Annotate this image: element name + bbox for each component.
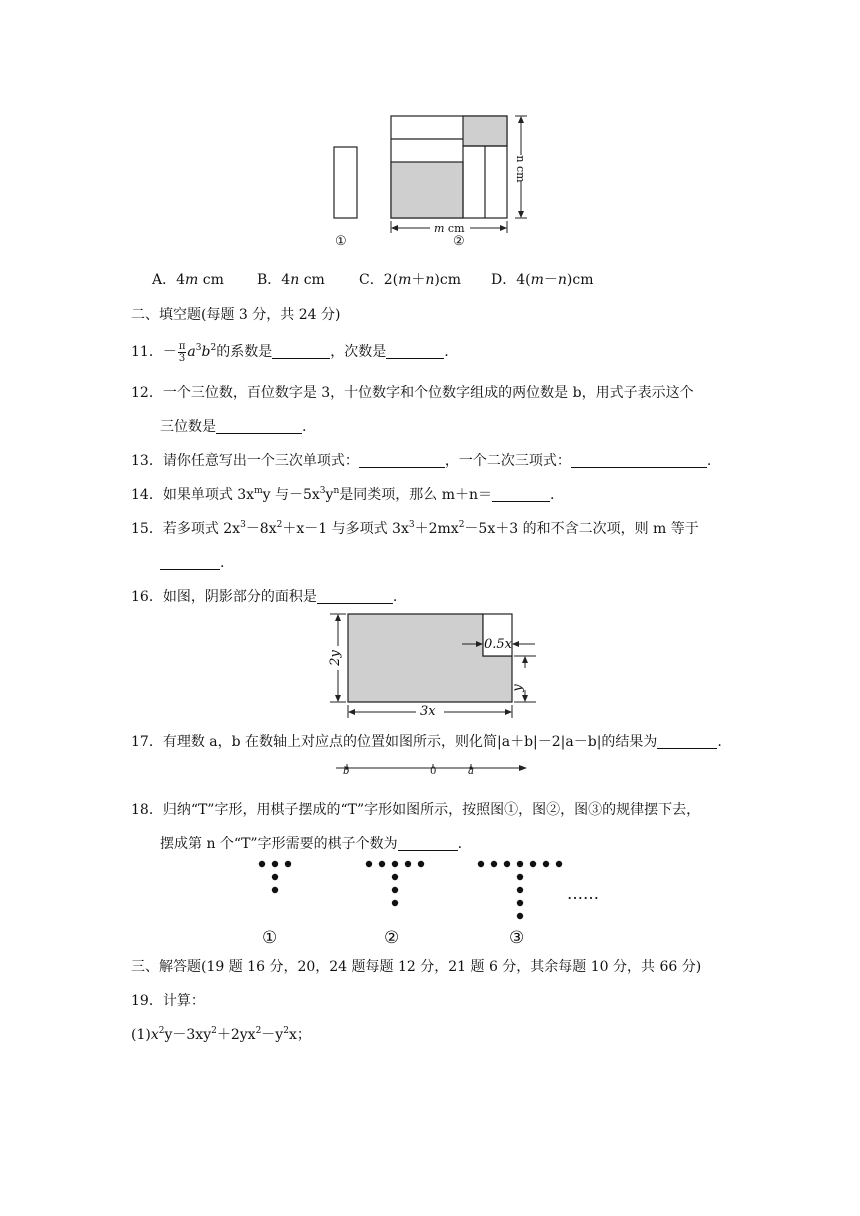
figure-label-1: ① [335,234,347,249]
question-18-line1: 18．归纳“T”字形，用棋子摆成的“T”字形如图所示，按照图①，图②，图③的规律摆下去， [131,802,701,818]
question-11: 11．－ $\frac{\pi}{3}$ $a^3b^2$的系数是 ，次数是 . [131,340,449,364]
figure-16 [320,608,560,723]
t-shape-figures [250,855,580,925]
numberline-a: a [468,766,474,777]
section-2-heading: 二、填空题(每题 3 分，共 24 分) [131,307,341,323]
question-12-line2: 三位数是 . [160,419,307,435]
question-19-part-1: $(1)x^2y-3xy^2+2yx^2-y^2x$； [131,1026,311,1043]
option-b: B．4n cm [257,272,325,288]
question-17: 17．有理数 a，b 在数轴上对应点的位置如图所示，则化简|a＋b|－2|a－b|的结果为 . [131,734,722,750]
figure-label-2: ② [453,234,465,249]
numberline-zero: 0 [430,766,437,777]
t-shape-2 [366,861,424,906]
label-y: y [510,684,526,692]
t-label-2: ② [384,928,400,948]
question-15-line2: . [160,553,224,573]
question-14: 14．如果单项式 $3x^my$ 与$-5x^3y^n$是同类项，那么 m＋n＝ . [131,486,555,503]
question-15-line1: 15．若多项式 $2x^3-8x^2+x-1$ 与多项式 $3x^3+2mx^2-5x+3$ 的和不含二次项，则 m 等于 [131,520,699,537]
t-shape-1 [259,861,291,893]
label-3x: 3x [420,704,436,719]
option-c: C．2(m＋n)cm [359,272,461,288]
shaded-bottom-left [391,162,463,218]
t-label-3: ③ [509,928,525,948]
label-2y: 2y [327,650,343,666]
width-label: m cm [434,222,465,235]
question-16: 16．如图，阴影部分的面积是 . [131,589,398,605]
option-d: D．4(m－n)cm [491,272,594,288]
question-19: 19．计算： [131,993,205,1009]
question-12-line1: 12．一个三位数，百位数字是 3，十位数字和个位数字组成的两位数是 b，用式子表示这个 [131,385,694,401]
numberline-b: b [343,766,350,777]
continuation-dots: …… [567,884,599,903]
t-shape-3 [478,861,562,919]
question-13: 13．请你任意写出一个三次单项式： ，一个二次三项式： . [131,453,712,469]
question-18-line2: 摆成第 n 个“T”字形需要的棋子个数为 . [160,836,463,852]
height-label: n cm [514,155,527,183]
label-0-5x: 0.5x [484,637,513,652]
option-a: A．4m cm [152,272,224,288]
section-3-heading: 三、解答题(19 题 16 分，20，24 题每题 12 分，21 题 6 分，其余每题 10 分，共 66 分) [131,959,702,975]
small-rectangle [334,147,357,218]
shaded-top-right [463,116,507,146]
t-label-1: ① [262,928,278,948]
